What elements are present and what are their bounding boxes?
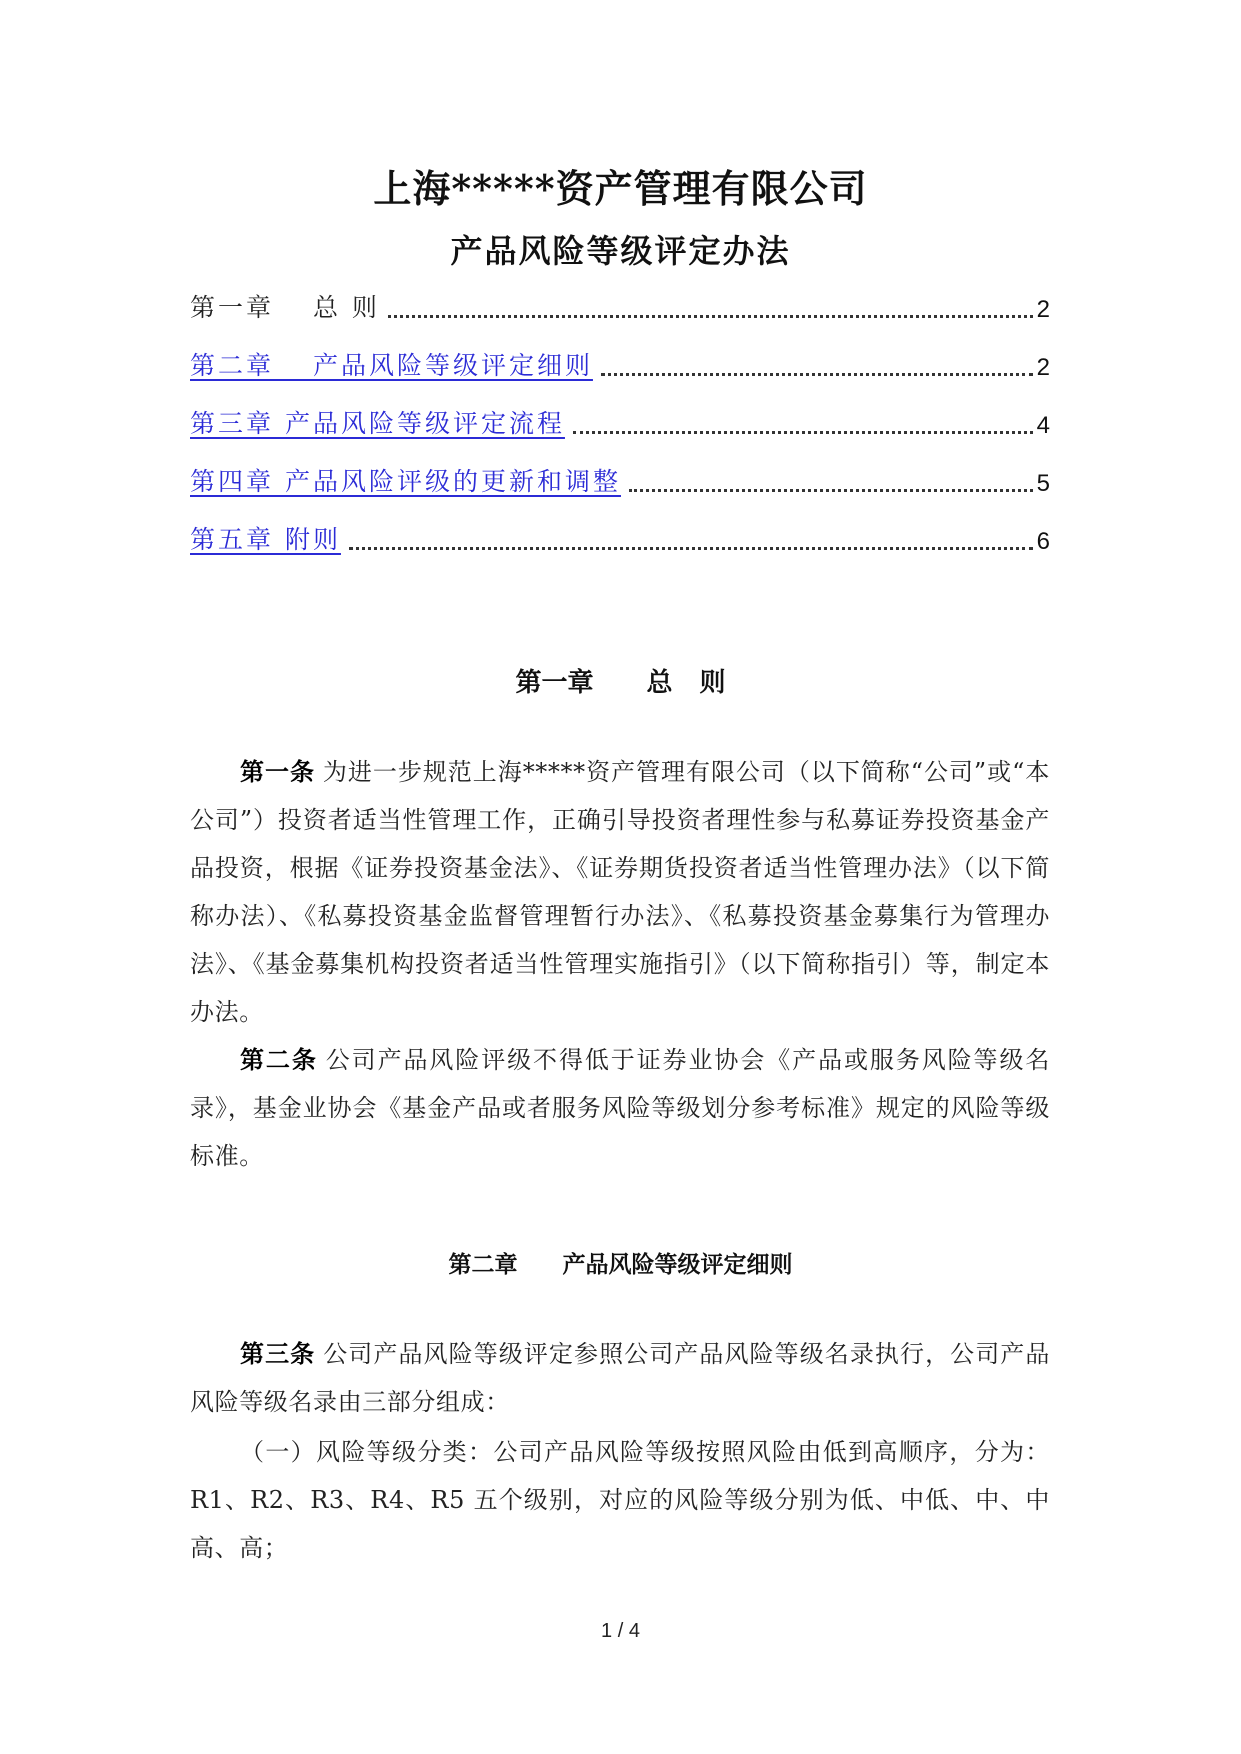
toc-entry-chapter-1[interactable]: [190, 284, 1050, 324]
chapter-2-heading: 第二章 产品风险等级评定细则: [448, 1252, 793, 1278]
toc-link[interactable]: 第二章 产品风险等级评定细则: [190, 351, 593, 380]
article-1-lead: 第一条: [240, 758, 315, 786]
article-2-text: 公司产品风险评级不得低于证券业协会《产品或服务风险等级名录》，基金业协会《基金产品或者服务风险等级划分参考标准》规定的风险等级标准。: [190, 1046, 1050, 1170]
toc-leader-dots: [573, 431, 1033, 434]
article-3-item-1: （一）风险等级分类：公司产品风险等级按照风险由低到高顺序，分为：R1、R2、R3、R4、R5 五个级别，对应的风险等级分别为低、中低、中、中高、高；: [190, 1438, 1050, 1562]
article-2: [190, 1036, 1050, 1180]
toc-entry-chapter-4[interactable]: [190, 458, 1050, 498]
toc-leader-dots: [601, 373, 1033, 376]
company-title: 上海*****资产管理有限公司: [373, 166, 868, 211]
toc-page-number: 5: [1036, 470, 1050, 497]
article-3-lead: 第三条: [240, 1340, 316, 1368]
toc-leader-dots: [629, 489, 1033, 492]
toc-page-number: 2: [1036, 354, 1050, 381]
toc-entry-chapter-2[interactable]: [190, 342, 1050, 382]
toc-link[interactable]: 第五章 附则: [190, 525, 341, 554]
toc-entry-chapter-5[interactable]: [190, 516, 1050, 556]
toc-entry-chapter-3[interactable]: [190, 400, 1050, 440]
toc-leader-dots: [349, 547, 1033, 550]
article-3-text: 公司产品风险等级评定参照公司产品风险等级名录执行，公司产品风险等级名录由三部分组成：: [190, 1340, 1050, 1416]
document-title: 产品风险等级评定办法: [450, 232, 791, 270]
toc-link[interactable]: 第四章 产品风险评级的更新和调整: [190, 467, 621, 496]
toc-page-number: 2: [1036, 296, 1050, 323]
toc-link[interactable]: 第三章 产品风险等级评定流程: [190, 409, 565, 438]
toc-page-number: 6: [1036, 528, 1050, 555]
article-2-lead: 第二条: [240, 1046, 318, 1074]
article-1-text: 为进一步规范上海*****资产管理有限公司（以下简称“公司”或“本公司”）投资者适当性管理工作，正确引导投资者理性参与私募证券投资基金产品投资，根据《证券投资基金法》、《证券期货投资者适当性管理办法》（以下简称办法）、《私募投资基金监督管理暂行办法》、《私募投资基金募集行为管理办法》、《基金募集机构投资者适当性管理实施指引》（以下简称指引）等，制定本办法。: [190, 758, 1050, 1026]
toc-label: 第一章 总 则: [190, 293, 380, 322]
toc-leader-dots: [388, 315, 1033, 318]
article-1: [190, 748, 1050, 1036]
toc-page-number: 4: [1036, 412, 1050, 439]
chapter-1-heading: 第一章 总 则: [515, 668, 726, 698]
article-3: [190, 1330, 1050, 1426]
page-indicator: 1 / 4: [601, 1620, 640, 1642]
